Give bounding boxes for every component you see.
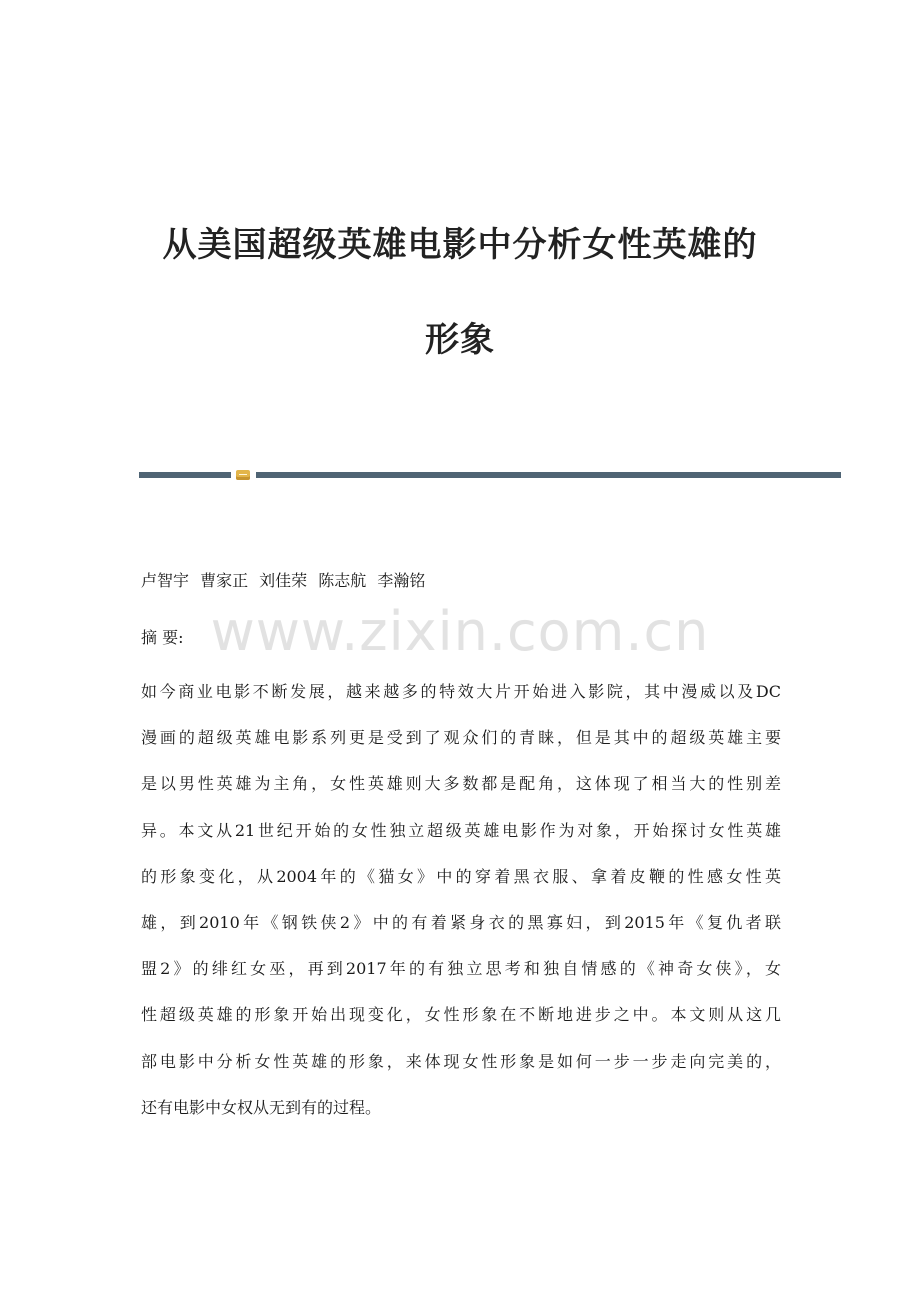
- abstract-line: 性超级英雄的形象开始出现变化，女性形象在不断地进步之中。本文则从这几: [141, 1005, 781, 1025]
- abstract-line: 是以男性英雄为主角，女性英雄则大多数都是配角，这体现了相当大的性别差: [141, 774, 781, 794]
- author-list: 卢智宇 曹家正 刘佳荣 陈志航 李瀚铭: [141, 571, 426, 590]
- abstract-line: 漫画的超级英雄电影系列更是受到了观众们的青睐，但是其中的超级英雄主要: [141, 728, 781, 748]
- abstract-line: 如今商业电影不断发展，越来越多的特效大片开始进入影院，其中漫威以及DC: [141, 682, 781, 701]
- abstract-line: 的形象变化，从2004年的《猫女》中的穿着黑衣服、拿着皮鞭的性感女性英: [141, 866, 781, 886]
- document-title-line-1: 从美国超级英雄电影中分析女性英雄的: [162, 225, 758, 265]
- abstract-line: 盟2》的绯红女巫，再到2017年的有独立思考和独自情感的《神奇女侠》，女: [141, 959, 781, 979]
- abstract-line: 异。本文从21世纪开始的女性独立超级英雄电影作为对象，开始探讨女性英雄: [141, 820, 781, 840]
- watermark-text: www.zixin.com.cn: [210, 600, 710, 663]
- title-divider: [139, 470, 841, 480]
- divider-bar-left: [139, 472, 231, 478]
- document-title-line-2: 形象: [425, 320, 495, 360]
- divider-ornament-icon: [236, 470, 250, 480]
- abstract-body: [141, 676, 781, 1138]
- divider-bar-right: [256, 472, 841, 478]
- abstract-line: 部电影中分析女性英雄的形象，来体现女性形象是如何一步一步走向完美的，: [141, 1051, 781, 1071]
- abstract-line-last: 还有电影中女权从无到有的过程。: [141, 1097, 382, 1117]
- abstract-label: 摘 要:: [141, 628, 184, 647]
- abstract-line: 雄，到2010年《钢铁侠2》中的有着紧身衣的黑寡妇，到2015年《复仇者联: [141, 912, 781, 932]
